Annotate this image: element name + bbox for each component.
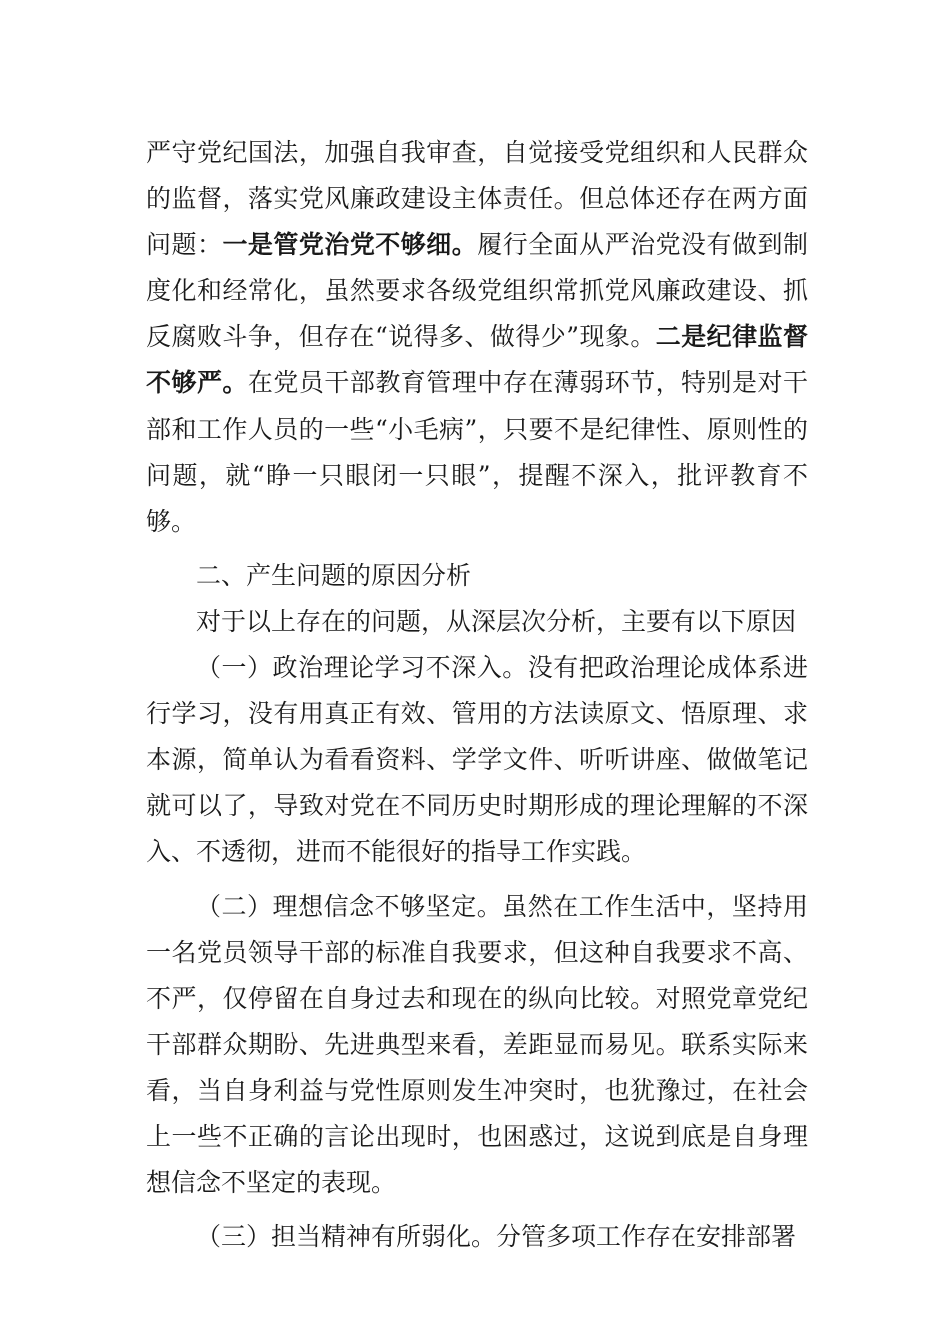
section-1-paragraph <box>146 645 808 875</box>
section-heading: 二、产生问题的原因分析 <box>196 560 472 590</box>
section-1-title: （一）政治理论学习不深入。 <box>196 653 528 683</box>
paragraph-party-discipline <box>146 130 808 545</box>
intro-paragraph: 对于以上存在的问题，从深层次分析，主要有以下原因 <box>196 606 797 636</box>
bold-point-one: 一是管党治党不够细。 <box>222 230 478 260</box>
bold-point-two: 二是纪律监督不够严。 <box>146 322 808 398</box>
document-page <box>146 130 808 1260</box>
paragraph-text: 履行全面从严治党没有做到制度化和经常化，虽然要求各级党组织常抓党风廉政建设、抓反腐败斗争，但存在“说得多、做得少”现象。 <box>146 230 808 352</box>
section-2-paragraph <box>146 884 808 1207</box>
section-3-body: 分管多项工作存在安排部署 <box>496 1222 797 1252</box>
section-3-paragraph <box>146 1214 808 1260</box>
section-2-title: （二）理想信念不够坚定。 <box>196 891 503 921</box>
section-1-body: 没有把政治理论成体系进行学习，没有用真正有效、管用的方法读原文、悟原理、求本源，简单认为看看资料、学学文件、听听讲座、做做笔记就可以了，导致对党在不同历史时期形成的理论理解的不深入、不透彻，进而不能很好的指导工作实践。 <box>146 653 808 867</box>
section-3-title: （三）担当精神有所弱化。 <box>196 1222 497 1252</box>
paragraph-text: 在党员干部教育管理中存在薄弱环节，特别是对干部和工作人员的一些“小毛病”，只要不是纪律性、原则性的问题，就“睁一只眼闭一只眼”，提醒不深入，批评教育不够。 <box>146 368 808 536</box>
section-2-body: 虽然在工作生活中，坚持用一名党员领导干部的标准自我要求，但这种自我要求不高、不严，仅停留在自身过去和现在的纵向比较。对照党章党纪干部群众期盼、先进典型来看，差距显而易见。联系实际来看，当自身利益与党性原则发生冲突时，也犹豫过，在社会上一些不正确的言论出现时，也困惑过，这说到底是自身理想信念不坚定的表现。 <box>146 891 808 1198</box>
paragraph-text: 严守党纪国法，加强自我审查，自觉接受党组织和人民群众的监督，落实党风廉政建设主体责任。但总体还存在两方面问题： <box>146 138 808 260</box>
